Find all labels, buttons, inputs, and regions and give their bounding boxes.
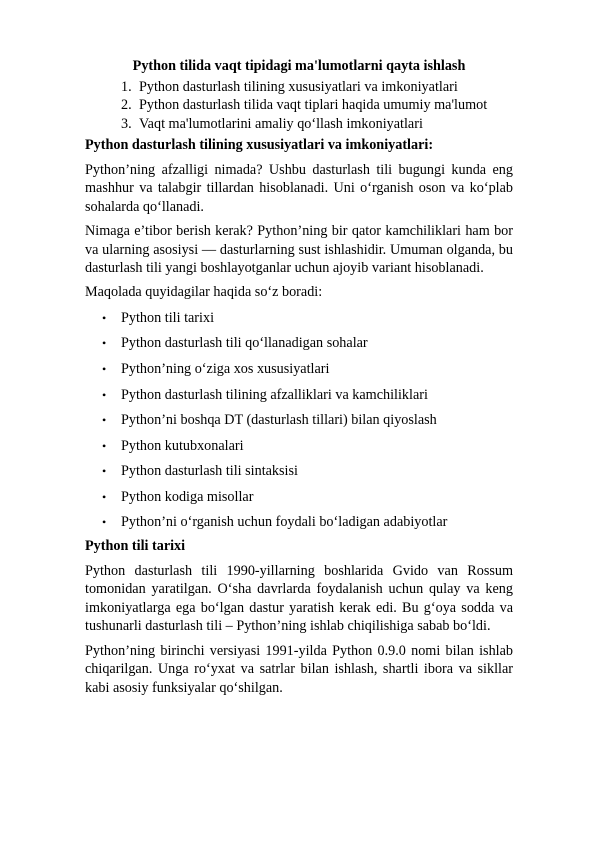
list-item-text: Python dasturlash tili sintaksisi — [121, 463, 298, 480]
bullet-icon: • — [102, 336, 107, 351]
toc-item — [85, 78, 513, 96]
toc-text: Python dasturlash tilining xususiyatlari va imkoniyatlari — [139, 79, 458, 95]
list-item-text: Python’ning o‘ziga xos xususiyatlari — [121, 360, 330, 377]
list-item-text: Python dasturlash tili qo‘llanadigan sohalar — [121, 335, 368, 352]
section-heading-features: Python dasturlash tilining xususiyatlari va imkoniyatlari: — [85, 136, 434, 153]
paragraph: Python’ning afzalligi nimada? Ushbu dasturlash tili bugungi kunda eng mashhur va talabgir tillardan hisoblanadi. Uni o‘rganish oson va ko‘plab sohalarda qo‘llanadi. — [85, 161, 513, 215]
topic-list — [85, 306, 513, 536]
toc-text: Vaqt ma'lumotlarini amaliy qo‘llash imkoniyatlari — [139, 115, 423, 132]
section-heading-history: Python tili tarixi — [85, 538, 186, 555]
list-item-text: Python’ni boshqa DT (dasturlash tillari) bilan qiyoslash — [121, 412, 437, 429]
bullet-icon: • — [102, 489, 107, 504]
list-item-text: Python tili tarixi — [121, 309, 215, 326]
list-item-text: Python’ni o‘rganish uchun foydali bo‘ladigan adabiyotlar — [121, 514, 448, 531]
list-item — [85, 331, 513, 357]
paragraph: Python’ning birinchi versiyasi 1991-yilda Python 0.9.0 nomi bilan ishlab chiqarilgan. Unga ro‘yxat va satrlar bilan ishlash, shartli ibora va sikllar kabi asosiy funksiyalar qo‘shilgan. — [85, 642, 513, 696]
list-item — [85, 357, 513, 383]
toc-number: 1. — [121, 79, 132, 95]
list-item-text: Python kutubxonalari — [121, 437, 244, 454]
bullet-icon: • — [102, 515, 107, 530]
toc-item — [85, 96, 513, 114]
bullet-icon: • — [102, 438, 107, 453]
list-item — [85, 459, 513, 485]
toc-text: Python dasturlash tilida vaqt tiplari haqida umumiy ma'lumot — [139, 97, 488, 114]
table-of-contents — [85, 78, 513, 133]
paragraph: Maqolada quyidagilar haqida so‘z boradi: — [85, 284, 323, 301]
bullet-icon: • — [102, 387, 107, 402]
bullet-icon: • — [102, 413, 107, 428]
paragraph: Nimaga e’tibor berish kerak? Python’ning bir qator kamchiliklari ham bor va ularning asosiysi — dasturlarning sust ishlashidir. Umuman olganda, bu dasturlash tili yangi boshlayotganlar uchun ajoyib variant hisoblanadi. — [85, 223, 513, 276]
bullet-icon: • — [102, 310, 107, 325]
list-item-text: Python dasturlash tilining afzalliklari va kamchiliklari — [121, 386, 428, 403]
bullet-icon: • — [102, 361, 107, 376]
toc-number: 2. — [121, 97, 132, 114]
list-item — [85, 408, 513, 434]
paragraph: Python dasturlash tili 1990-yillarning boshlarida Gvido van Rossum tomonidan yaratilgan. O‘sha davrlarda foydalanish uchun qulay va keng imkoniyatlarga ega bo‘lgan dastur yaratish kerak edi. Bu g‘oya sodda va tushunarli dasturlash tili – Python’ning ishlab chiqilishiga sabab bo‘ldi. — [85, 563, 513, 635]
toc-item — [85, 115, 513, 133]
document-title: Python tilida vaqt tipidagi ma'lumotlarni qayta ishlash — [132, 58, 466, 74]
list-item — [85, 485, 513, 511]
list-item — [85, 383, 513, 409]
list-item — [85, 434, 513, 460]
toc-number: 3. — [121, 115, 132, 132]
list-item — [85, 306, 513, 332]
list-item — [85, 510, 513, 536]
document-page — [85, 56, 513, 697]
bullet-icon: • — [102, 464, 107, 479]
list-item-text: Python kodiga misollar — [121, 488, 254, 505]
